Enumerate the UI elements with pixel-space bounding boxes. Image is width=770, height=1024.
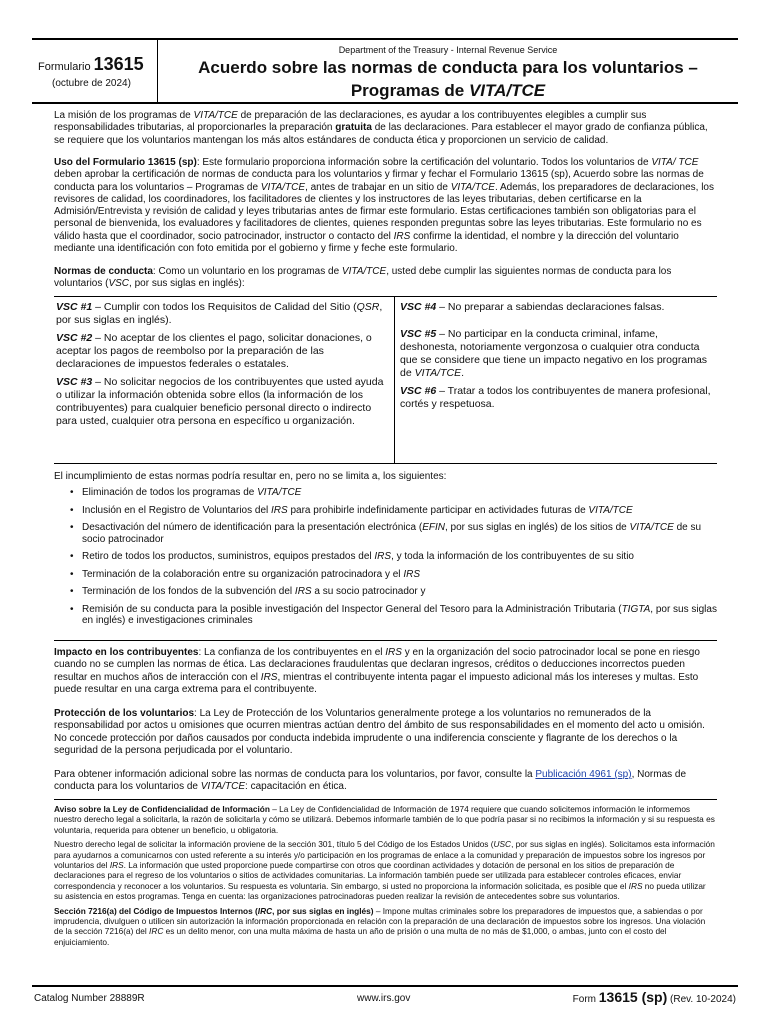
volunteer-protection-paragraph: Protección de los voluntarios: La Ley de Protección de los Voluntarios generalmente protege a los voluntarios no remunerados de la responsabilidad por actos u omisiones que ocurren mientras actúan dentro del ámbito de sus responsabilidades en el momento del acto u omisión. No concede protección por daños causados por conducta indebida imprudente o una indiferencia consciente y flagrante de los derechos o la seguridad de la persona perjudicada por el voluntario. — [54, 708, 705, 756]
vsc-table — [54, 296, 717, 464]
list-item: • Inclusión en el Registro de Voluntarios del IRS para prohibirle indefinidamente participar en actividades futuras de VITA/TCE — [68, 505, 718, 517]
vsc-6: VSC #6 – Tratar a todos los contribuyentes de manera profesional, cortés y respetuosa. — [400, 385, 711, 410]
consequences-list — [68, 487, 718, 633]
list-item: • Remisión de su conducta para la posible investigación del Inspector General del Tesoro para la Administración Tributaria (TIGTA, por sus siglas en inglés) e investigaciones criminales — [68, 604, 718, 627]
mission-paragraph: La misión de los programas de VITA/TCE de preparación de las declaraciones, es ayudar a los contribuyentes elegibles a cumplir sus responsabilidades tributarias, al proporcionarles la preparación gratuita de las declaraciones. Para establecer el mayor grado de confianza pública, se requiere que los voluntarios mantengan los más altos estándares de conducta ética y proporcionen un servicio de calidad. — [54, 110, 708, 146]
form-prefix: Formulario — [38, 61, 91, 73]
privacy-notice: Aviso sobre la Ley de Confidencialidad de Información – La Ley de Confidencialidad de Información de 1974 requiere que cuando solicitemos información le informemos nuestro derecho legal a solicitarla, la razón de solicitarla y cómo se utilizará. Debemos informarle también de lo que podría pasar si no recibimos la información y si su respuesta es voluntaria, requerida para obtener un beneficio, u obligatoria. Nuestro derecho legal de solicitar la información proviene de la sección 301, título 5 del Código de los Estados Unidos (USC, por sus siglas en inglés). Solicitamos esta información para ayudarnos a comunicarnos con usted referente a su interés y/o participación en los programas de enlace a la comunidad y preparación de impuestos sobre los ingresos por voluntarios del IRS. La información que usted proporcione puede compartirse con otros que coordinan actividades y dotación de personal en los sitios de preparación de declaraciones para el regreso de los voluntarios o sitios de actividades comunitarias. La información también puede ser utilizada para establecer controles eficaces, enviar correspondencia y reconocer a los voluntarios. Su respuesta es voluntaria. Sin embargo, si usted no proporciona la información solicitada, es posible que el IRS no pueda utilizar su asistencia en estos programas. Tenga en cuenta: las organizaciones patrocinadoras pueden realizar la revisión de antecedentes sobre sus voluntarios. Sección 7216(a) del Código de Impuestos Internos (IRC, por sus siglas en inglés) – Impone multas criminales sobre los preparadores de impuestos que, a sabiendas o por imprudencia, divulguen o utilicen sin autorización la información proporcionada en relación con la preparación de una declaración de impuestos sobre los ingresos. Una violación de la sección 7216(a) del IRC es un delito menor, con una multa máxima de hasta un año de prisión o una multa de no más de $1,000, o ambas, junto con el costo del enjuiciamiento. — [54, 804, 715, 947]
department-name: Department of the Treasury - Internal Revenue Service — [338, 45, 558, 55]
vsc-4: VSC #4 – No preparar a sabiendas declaraciones falsas. — [400, 301, 665, 313]
vsc-1: VSC #1 – Cumplir con todos los Requisitos de Calidad del Sitio (QSR, por sus siglas en inglés). — [56, 301, 383, 326]
form-title-line2: Programas de VITA/TCE — [350, 81, 546, 100]
list-item: • Desactivación del número de identificación para la presentación electrónica (EFIN, por sus siglas en inglés) de los sitios de VITA/TCE de su socio patrocinador — [68, 522, 718, 545]
list-item: • Terminación de los fondos de la subvención del IRS a su socio patrocinador y — [68, 586, 718, 598]
catalog-number: Catalog Number 28889R — [34, 993, 145, 1004]
form-header — [32, 38, 738, 104]
website: www.irs.gov — [357, 993, 411, 1004]
vsc-5: VSC #5 – No participar en la conducta criminal, infame, deshonesta, notoriamente vergonzosa o cualquier otra conducta que se considere que tiene un impacto negativo en los programas de VITA/TCE. — [400, 328, 708, 379]
vsc-right-column — [400, 301, 716, 416]
form-title-block — [158, 40, 738, 102]
list-item: • Retiro de todos los productos, suministros, equipos prestados del IRS, y toda la información de los contribuyentes de su sitio — [68, 551, 718, 563]
form-number: 13615 — [93, 54, 144, 74]
form-number-line — [38, 54, 157, 75]
additional-info-paragraph: Para obtener información adicional sobre las normas de conducta para los voluntarios, por favor, consulte la Publicación 4961 (sp), Normas de conducta para los voluntarios de VITA/TCE: capacitación en ética. — [54, 769, 687, 793]
list-item: • Terminación de la colaboración entre su organización patrocinadora y el IRS — [68, 569, 718, 581]
form-title-line1: Acuerdo sobre las normas de conducta para los voluntarios – — [198, 58, 698, 77]
standards-intro: Normas de conducta: Como un voluntario en los programas de VITA/TCE, usted debe cumplir las siguientes normas de conducta para los voluntarios (VSC, por sus siglas en inglés): — [54, 266, 672, 290]
list-item: • Eliminación de todos los programas de VITA/TCE — [68, 487, 718, 499]
section-divider — [54, 640, 717, 641]
vsc-2: VSC #2 – No aceptar de los clientes el pago, solicitar donaciones, o aceptar los pagos de reembolso por la preparación de las declaraciones de impuestos federales o estatales. — [56, 332, 372, 370]
publication-4961-link[interactable]: Publicación 4961 (sp) — [535, 769, 632, 780]
footer-divider — [32, 985, 738, 987]
form-id-block — [32, 40, 158, 102]
form-date: (octubre de 2024) — [52, 78, 131, 89]
vsc-divider — [394, 297, 395, 463]
vsc-left-column — [56, 301, 390, 433]
consequences-intro: El incumplimiento de estas normas podría resultar en, pero no se limita a, los siguientes: — [54, 471, 447, 482]
vsc-3: VSC #3 – No solicitar negocios de los contribuyentes que usted ayuda o utilizar la información obtenida sobre ellos (la información de los contribuyentes) para cualquier beneficio personal directo o indirecto para usted, cualquier otra persona en específico u organización. — [56, 376, 384, 427]
taxpayer-impact-paragraph: Impacto en los contribuyentes: La confianza de los contribuyentes en el IRS y en la organización del socio patrocinador local se pone en riesgo cuando no se cumplen las normas de ética. Las declaraciones fraudulentas que declaran ingresos, créditos o deducciones incorrectos pueden resultar en muchos años de interacción con el IRS, mientras el contribuyente intenta pagar el impuesto adicional más los intereses y multas. Esto puede resultar en una carga extrema para el contribuyente. — [54, 647, 700, 695]
section-divider — [54, 799, 717, 800]
form-footer-id: Form 13615 (sp) (Rev. 10-2024) — [572, 989, 736, 1005]
usage-paragraph: Uso del Formulario 13615 (sp): Este formulario proporciona información sobre la certificación del voluntario. Todos los voluntarios de VITA/ TCE deben aprobar la certificación de normas de conducta para los voluntarios y firmar y fechar el Formulario 13615 (sp), Acuerdo sobre las normas de conducta para los voluntarios – Programas de VITA/TCE, antes de trabajar en un sitio de VITA/TCE. Además, los preparadores de declaraciones, los revisores de calidad, los coordinadores, los facilitadores de clientes y los instructores de las leyes tributarias, deben certificarse en la Admisión/Entrevista y revisión de calidad y leyes tributarias antes de firmar este formulario. Estas certificaciones también son obligatorias para el personal de bienvenida, los evaluadores y facilitadores de clientes, quienes responden preguntas sobre las leyes tributarias. Este formulario no es válido hasta que el coordinador, socio patrocinador, instructor o contacto del IRS confirme la identidad, el nombre y la dirección del voluntario mediante una identificación con foto emitida por el gobierno y firme y feche este formulario. — [54, 157, 714, 255]
